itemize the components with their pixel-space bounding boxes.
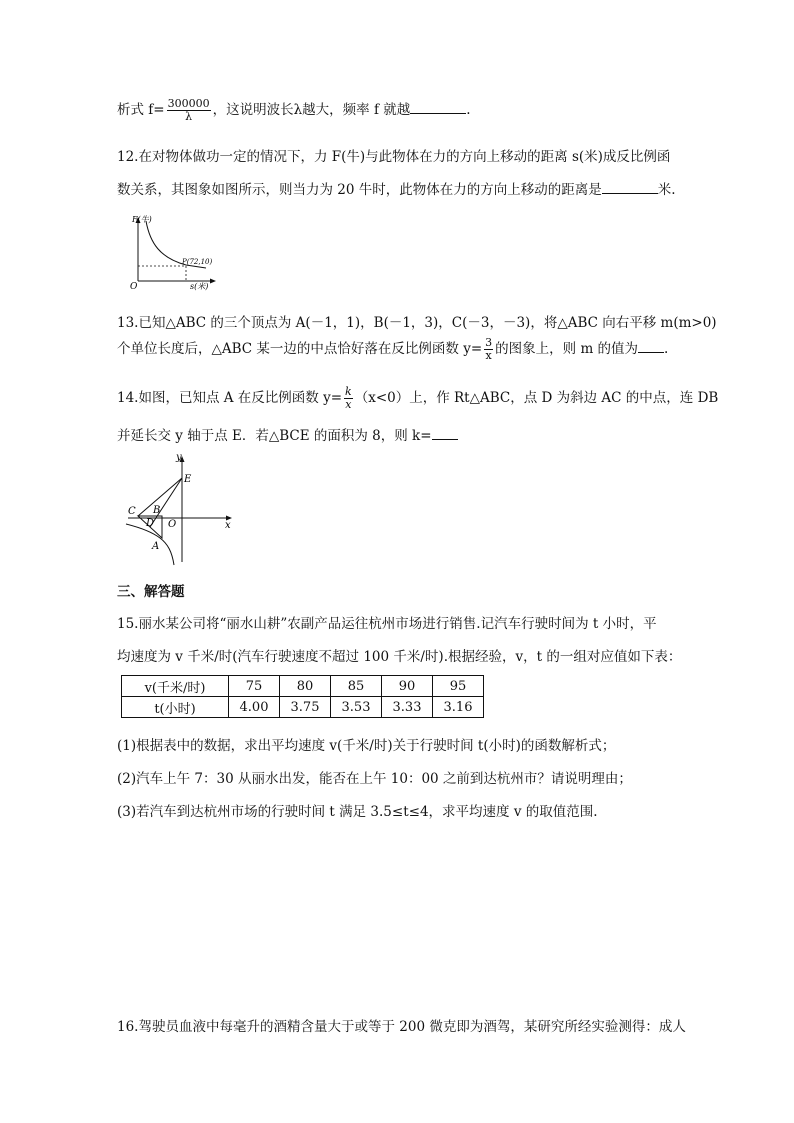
q15-sub2: (2)汽车上午 7：30 从丽水出发，能否在上午 10：00 之前到达杭州市？请说明理由； bbox=[117, 771, 632, 787]
q13-line2 bbox=[117, 337, 668, 362]
q13-answer-blank[interactable] bbox=[638, 340, 664, 353]
q14-label-o: O bbox=[168, 519, 177, 530]
q14-label-c: C bbox=[128, 506, 136, 517]
q14-line-de bbox=[150, 478, 182, 527]
q12-line2-end: 米. bbox=[657, 182, 676, 198]
q11-answer-blank[interactable] bbox=[410, 101, 466, 114]
table-cell: 3.53 bbox=[331, 697, 382, 718]
q13-line2b: 的图象上，则 m 的值为 bbox=[495, 341, 639, 357]
q14-line1b: （x<0）上，作 Rt△ABC，点 D 为斜边 AC 的中点，连 DB bbox=[354, 390, 719, 406]
q13-line2-end: . bbox=[664, 341, 669, 357]
q11-suffix: ，这说明波长λ越大，频率 f 就越 bbox=[212, 102, 411, 118]
q13-line2a: 个单位长度后，△ABC 某一边的中点恰好落在反比例函数 y= bbox=[117, 341, 483, 357]
q11-tail-line bbox=[117, 98, 471, 123]
q14-label-a: A bbox=[152, 541, 160, 552]
q14-line2 bbox=[117, 424, 458, 444]
table-cell: 3.33 bbox=[382, 697, 433, 718]
q12-line2-text: 数关系，其图象如图所示，则当力为 20 牛时，此物体在力的方向上移动的距离是 bbox=[117, 182, 602, 198]
q12-line1: 12.在对物体做功一定的情况下，力 F(牛)与此物体在力的方向上移动的距离 s(米)成反比例函 bbox=[117, 149, 671, 165]
q12-point-label: P(72,10) bbox=[182, 258, 213, 266]
q15-sub1: (1)根据表中的数据，求出平均速度 v(千米/时)关于行驶时间 t(小时)的函数解析式； bbox=[117, 738, 616, 754]
q12-y-label: F(牛) bbox=[132, 215, 152, 224]
q14-frac-num: k bbox=[345, 385, 352, 398]
q15-table bbox=[121, 675, 484, 718]
q12-answer-blank[interactable] bbox=[602, 181, 658, 194]
q15-line2: 均速度为 v 千米/时(汽车行驶速度不超过 100 千米/时).根据经验，v，t 的一组对应值如下表： bbox=[117, 649, 682, 665]
q14-curve bbox=[126, 524, 174, 565]
q14-frac-den: x bbox=[345, 398, 352, 411]
table-cell: 80 bbox=[280, 676, 331, 697]
table-cell: 90 bbox=[382, 676, 433, 697]
q14-line1a: 14.如图，已知点 A 在反比例函数 y= bbox=[117, 390, 343, 406]
table-header-cell: v(千米/时) bbox=[122, 676, 229, 697]
table-row bbox=[122, 697, 484, 718]
q12-x-label: s(米) bbox=[190, 282, 209, 291]
table-cell: 95 bbox=[433, 676, 484, 697]
q14-label-x: x bbox=[225, 520, 231, 531]
q13-frac-num: 3 bbox=[485, 336, 493, 349]
q15-line1: 15.丽水某公司将“丽水山耕”农副产品运往杭州市场进行销售.记汽车行驶时间为 t 小时，平 bbox=[117, 616, 657, 632]
q14-fraction bbox=[344, 386, 353, 411]
q14-label-d: D bbox=[146, 518, 155, 529]
table-cell: 3.75 bbox=[280, 697, 331, 718]
q11-prefix: 析式 f= bbox=[117, 102, 165, 118]
table-cell: 3.16 bbox=[433, 697, 484, 718]
table-row bbox=[122, 676, 484, 697]
q12-origin: O bbox=[130, 282, 138, 291]
q15-sub3: (3)若汽车到达杭州市场的行驶时间 t 满足 3.5≤t≤4，求平均速度 v 的取值范围. bbox=[117, 804, 598, 820]
q16-line1: 16.驾驶员血液中每毫升的酒精含量大于或等于 200 微克即为酒驾，某研究所经实验测得：成人 bbox=[117, 1019, 686, 1035]
q13-fraction bbox=[484, 337, 493, 362]
table-cell: 75 bbox=[229, 676, 280, 697]
q11-end: . bbox=[466, 102, 471, 118]
q14-line1 bbox=[117, 386, 718, 411]
q11-frac-den: λ bbox=[185, 110, 193, 123]
q12-x-arrow-icon bbox=[210, 279, 216, 284]
q14-answer-blank[interactable] bbox=[432, 427, 458, 440]
table-cell: 85 bbox=[331, 676, 382, 697]
q11-frac-num: 300000 bbox=[167, 97, 210, 110]
q13-frac-den: x bbox=[485, 349, 492, 362]
section-title: 三、解答题 bbox=[117, 584, 185, 600]
q14-label-e: E bbox=[184, 474, 192, 485]
table-header-cell: t(小时) bbox=[122, 697, 229, 718]
table-cell: 4.00 bbox=[229, 697, 280, 718]
q11-fraction bbox=[167, 98, 211, 123]
q13-line1: 13.已知△ABC 的三个顶点为 A(－1，1)，B(－1，3)，C(－3，－3)，将△ABC 向右平移 m(m>0) bbox=[117, 315, 717, 331]
q14-graph bbox=[124, 450, 236, 568]
q12-line2 bbox=[117, 178, 676, 198]
q14-line2-text: 并延长交 y 轴于点 E．若△BCE 的面积为 8，则 k= bbox=[117, 428, 432, 444]
q12-graph bbox=[124, 213, 224, 291]
q14-label-y: y bbox=[176, 452, 182, 463]
q14-label-b: B bbox=[153, 505, 161, 516]
